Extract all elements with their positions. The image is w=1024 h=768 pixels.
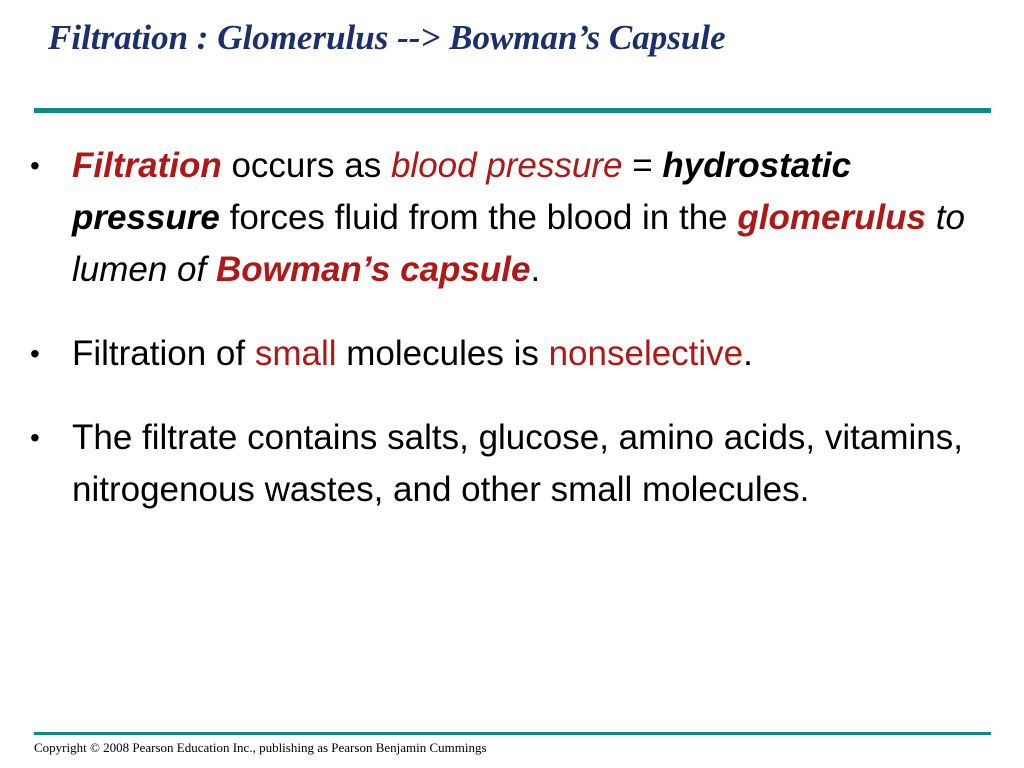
bullet-text-italic: to lumen of — [72, 198, 965, 289]
copyright-text: Copyright © 2008 Pearson Education Inc., publishing as Pearson Benjamin Cummings — [34, 740, 487, 755]
bullet-marker: • — [30, 422, 40, 453]
term-small: small — [254, 334, 337, 373]
title-divider — [34, 108, 991, 113]
bullet-marker: • — [30, 338, 40, 369]
bullet-text: . — [743, 334, 753, 373]
bullet-item-nonselective — [30, 328, 990, 380]
bullet-item-filtration — [30, 140, 990, 296]
bullet-text: = — [622, 146, 663, 185]
bullet-text: Filtration of — [72, 334, 255, 373]
bullet-text: molecules is — [336, 334, 549, 373]
term-bowmans-capsule: Bowman’s capsule — [215, 250, 531, 289]
bullet-text: The filtrate contains salts, glucose, amino acids, vitamins, nitrogenous wastes, and other small molecules. — [72, 418, 963, 509]
term-nonselective: nonselective — [548, 334, 744, 373]
term-glomerulus: glomerulus — [737, 198, 927, 237]
bullet-text: . — [530, 250, 541, 289]
bullet-item-filtrate — [30, 412, 990, 516]
term-hydrostatic-pressure: hydrostatic pressure — [72, 146, 852, 237]
term-filtration: Filtration — [72, 146, 222, 185]
footer-divider — [34, 732, 991, 735]
bullet-text: forces fluid from the blood in the — [219, 198, 738, 237]
slide-title: Filtration : Glomerulus --> Bowman’s Capsule — [48, 18, 726, 57]
bullet-text: occurs as — [221, 146, 391, 185]
bullet-marker: • — [30, 150, 40, 181]
term-blood-pressure: blood pressure — [390, 146, 623, 185]
bullet-list — [30, 140, 990, 516]
